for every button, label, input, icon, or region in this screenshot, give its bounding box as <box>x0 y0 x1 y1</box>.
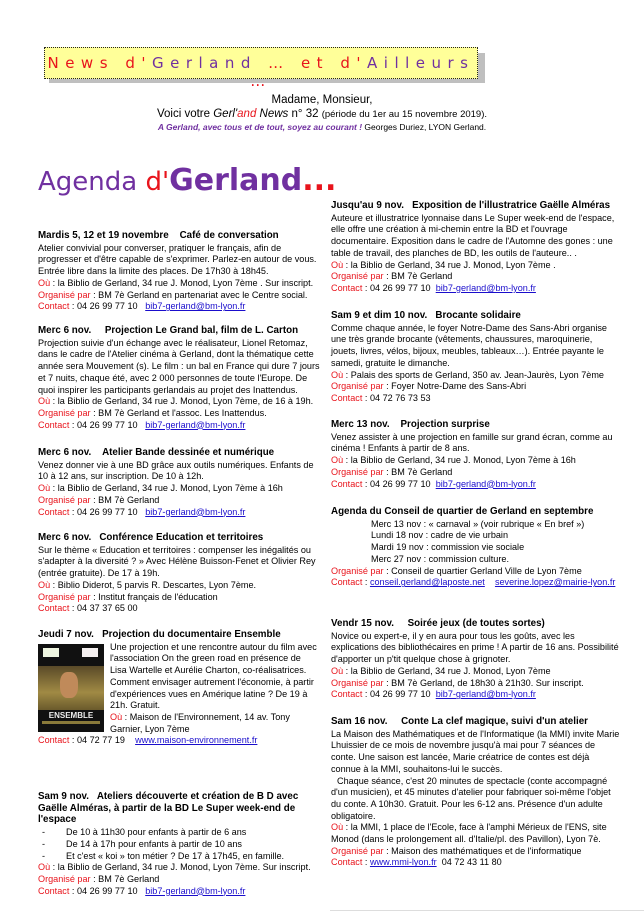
event: Sam 9 et dim 10 nov. Brocante solidaire Comme chaque année, le foyer Notre-Dame des Sans-Abri organise une très grande brocante (vêtements, chaussures, maroquinerie, jouets, livres, vélos, bijoux, meubles, tableaux…). Entrée payante le samedi, gratuite le dimanche. Où : Palais des sports de Gerland, 350 av. Jean-Jaurès, Lyon 7ème Organisé par : Foyer Notre-Dame des Sans-Abri Contact : 04 72 76 73 53 <box>331 310 621 405</box>
event-date: Vendr 15 nov. <box>331 618 394 629</box>
contact-email-link[interactable]: bib7-gerland@bm-lyon.fr <box>145 301 246 312</box>
event-body: Une projection et une rencontre autour du film avec l'association On the green road en présence de Lisa Wartelle et Aurélie Charton, co-réalisatrices. Comment envisager autrement l'économie, à partir d'expériences vues en Amérique latine ? De 19 à 21h. Gratuit. <box>110 641 317 711</box>
contact-phone: 04 26 99 77 10 <box>369 689 431 700</box>
event-where: la Biblio de Gerland, 34 rue J. Monod, Lyon 7ème <box>350 665 551 676</box>
where-label: Où <box>331 369 344 380</box>
event-where: Biblio Diderot, 5 parvis R. Descartes, Lyon 7ème. <box>57 579 257 590</box>
event-heading <box>38 325 320 337</box>
intro-line <box>0 108 644 120</box>
event: Merc 6 nov. Conférence Education et territoires Sur le thème « Education et territoires : compenser les inégalités ou s'adapter à la diversité ? » Avec Hélène Buisson-Fenet et Olivier Rey (entrée gratuite). De 17 à 19h. Où : Biblio Diderot, 5 parvis R. Descartes, Lyon 7ème. Organisé par : Institut français de l'éducation Contact : 04 37 37 65 00 <box>38 532 320 615</box>
agenda-title <box>38 163 336 198</box>
tagline: A Gerland, avec tous et de tout, soyez au courant ! <box>157 122 363 132</box>
event-date: Merc 6 nov. <box>38 447 92 458</box>
event-title: Projection surprise <box>400 419 490 430</box>
event-where: Maison de l'Environnement, 14 av. Tony Garnier, Lyon 7ème <box>110 711 290 734</box>
event-heading <box>331 716 621 728</box>
agenda-dots: ... <box>302 163 337 198</box>
brand-part: and <box>237 108 257 120</box>
event: Vendr 15 nov. Soirée jeux (de toutes sortes) Novice ou expert-e, il y en aura pour tous les goûts, avec les explications des bibliothécaires en prime ! A partir de 16 ans. Possibilité d'apporter un p'tit quelque chose à grignoter. Où : la Biblio de Gerland, 34 rue J. Monod, Lyon 7ème Organisé par : BM 7è Gerland, de 18h30 à 21h30. Sur inscript. Contact : 04 26 99 77 10 bib7-gerland@bm-lyon.fr <box>331 618 621 701</box>
event-body: La Maison des Mathématiques et de l'Informatique (la MMI) invite Marie Lhuissier de ce mois de novembre jusqu'à mai pour 7 séances de conte. Une saison est lancée, Marie créatrice de contes est déjà connue à la MMI, souhaitons-lui le succès. <box>331 728 620 774</box>
event: Agenda du Conseil de quartier de Gerland en septembre Merc 13 nov : « carnaval » (voir rubrique « En bref ») Lundi 18 nov : cadre de vie urbain Mardi 19 nov : commission vie sociale Merc 27 nov : commission culture. Organisé par : Conseil de quartier Gerland Ville de Lyon 7ème Contact : conseil.gerland@laposte.net severine.lopez@mairie-lyon.fr <box>331 506 621 589</box>
event-where: la Biblio de Gerland, 34 rue J. Monod, Lyon 7ème . Sur inscript. <box>57 277 314 288</box>
brand-part: Gerl' <box>213 108 238 120</box>
contact-email-link[interactable]: bib7-gerland@bm-lyon.fr <box>145 885 246 896</box>
event-heading <box>331 310 621 322</box>
event: Sam 9 nov. Ateliers découverte et création de B D avec Gaëlle Alméras, à partir de la BD Le Super week-end de l'espace - De 10 à 11h30 pour enfants à partir de 6 ans - De 14 à 17h pour enfants à partir de 10 ans - Et c'est « koi » ton métier ? De 17 à 17h45, en famille. Où : la Biblio de Gerland, 34 rue J. Monod, Lyon 7ème. Sur inscript. Organisé par : BM 7è Gerland Contact : 04 26 99 77 10 bib7-gerland@bm-lyon.fr <box>38 791 320 897</box>
event-where: Palais des sports de Gerland, 350 av. Jean-Jaurès, Lyon 7ème <box>350 369 604 380</box>
event-title: Conférence Education et territoires <box>99 532 264 543</box>
event-organizer: Conseil de quartier Gerland Ville de Lyon 7ème <box>391 565 582 576</box>
contact-phone: 04 26 99 77 10 <box>76 419 138 430</box>
event-heading <box>38 532 320 544</box>
organizer-label: Organisé par <box>331 565 384 576</box>
event-where: la Biblio de Gerland, 34 rue J. Monod, Lyon 7ème à 16h <box>350 455 576 466</box>
contact-email-link[interactable]: conseil.gerland@laposte.net <box>369 577 485 588</box>
contact-email-link[interactable]: bib7-gerland@bm-lyon.fr <box>435 689 536 700</box>
event: Jeudi 7 nov. Projection du documentaire Ensemble ENSEMBLE Une projection et une rencontre autour du film avec l'association On the green road en présence de Lisa Wartelle et Aurélie Charton, co-réalisatrices. Comment envisager autrement l'économie, à partir d'expériences vues en Amérique latine ? De 19 à 21h. Gratuit. Où : Maison de l'Environnement, 14 av. Tony Garnier, Lyon 7ème Contact : 04 72 77 19 www.maison-environnement.fr <box>38 629 320 747</box>
event-heading <box>38 629 320 641</box>
event-date: Merc 13 nov. <box>331 419 390 430</box>
event-organizer: Foyer Notre-Dame des Sans-Abri <box>391 381 527 392</box>
event-title: Ateliers découverte et création de B D avec Gaëlle Alméras, à partir de la BD Le Super week-end de l'espace <box>38 791 299 826</box>
where-label: Où <box>331 259 344 270</box>
event-where: la Biblio de Gerland, 34 rue J. Monod, Lyon 7ème à 16h <box>57 483 283 494</box>
event: Merc 6 nov. Projection Le Grand bal, film de L. Carton Projection suivie d'un échange avec le réalisateur, Lionel Retomaz, dans le cadre de l'Atelier cinéma à Gerland, dont la thématique cette année sera Mouvement (s). Le film : un bal en France qui dure 7 jours et 7 nuits, chaque été, avec 2 000 personnes de toute l'Europe. De quoi inspirer les participants gerlandais au projet des Inattendus. Où : la Biblio de Gerland, 34 rue J. Monod, Lyon 7ème, de 16 à 19h. Organisé par : BM 7è Gerland et l'assoc. Les Inattendus. Contact : 04 26 99 77 10 bib7-gerland@bm-lyon.fr <box>38 325 320 430</box>
event-title: Projection Le Grand bal, film de L. Carton <box>104 325 299 336</box>
event-where: la Biblio de Gerland, 34 rue J. Monod, Lyon 7ème, de 16 à 19h. <box>57 396 314 407</box>
event-date: Merc 6 nov. <box>38 325 92 336</box>
page-edge-divider <box>330 910 644 911</box>
contact-phone: 04 26 99 77 10 <box>369 478 431 489</box>
contact-website-link[interactable]: www.maison-environnement.fr <box>135 735 258 746</box>
event-organizer: BM 7è Gerland en partenariat avec le Centre social. <box>98 289 308 300</box>
banner-dots: … <box>250 72 272 90</box>
event-title: Conte La clef magique, suivi d'un atelier <box>401 716 588 727</box>
council-item: Merc 13 nov : « carnaval » (voir rubrique « En bref ») <box>371 518 585 529</box>
contact-label: Contact <box>38 419 70 430</box>
where-label: Où <box>331 665 344 676</box>
where-label: Où <box>38 277 51 288</box>
event-body: Chaque séance, c'est 20 minutes de spectacle (conte accompagné d'un musicien), et 45 minutes d'atelier pour fabriquer soi-même l'objet du conte. A 10h30. Gratuit. Pour les 6-12 ans. Présence d'un adulte obligatoire. <box>331 775 611 821</box>
council-item: Lundi 18 nov : cadre de vie urbain <box>371 530 509 541</box>
bullet-text: De 10 à 11h30 pour enfants à partir de 6 ans <box>66 827 247 838</box>
event-date: Sam 16 nov. <box>331 716 388 727</box>
banner-ailleurs: Ailleurs <box>367 54 475 72</box>
event-body: Auteure et illustratrice lyonnaise dans Le Super week-end de l'espace, elle offre une création à mi-chemin entre la BD et l'ouvrage documentaire. Exposition dans le cadre de l'Automne des gones : une table de travail, des planches de BD, les outils de l'auteure.. . <box>331 212 615 258</box>
event-body: Atelier convivial pour converser, pratiquer le français, afin de progresser et d'être capable de s'exprimer. Parlez-en autour de vous. Entrée libre dans la limite des places. De 17h30 à 18h45. <box>38 242 317 277</box>
organizer-label: Organisé par <box>38 591 91 602</box>
event-body: Projection suivie d'un échange avec le réalisateur, Lionel Retomaz, dans le cadre de l'Atelier cinéma à Gerland, dont la thématique cette année sera Mouvement (s). Le film : un bal en France qui dure 7 jours et 7 nuits, chaque été, avec 2 000 personnes de toute l'Europe. De quoi inspirer les participants gerlandais au projet des Inattendus. <box>38 337 320 395</box>
organizer-label: Organisé par <box>38 494 91 505</box>
event-organizer: Institut français de l'éducation <box>98 591 218 602</box>
event-where: la Biblio de Gerland, 34 rue J. Monod, Lyon 7ème . <box>350 259 556 270</box>
banner-d1: d' <box>125 54 152 72</box>
contact-email-link[interactable]: bib7-gerland@bm-lyon.fr <box>145 506 246 517</box>
contact-label: Contact <box>331 689 363 700</box>
banner-gerland: Gerland <box>151 54 257 72</box>
contact-phone: 04 26 99 77 10 <box>76 506 138 517</box>
bullet-item: - Et c'est « koi » ton métier ? De 17 à 17h45, en famille. <box>42 850 285 861</box>
event-title: Atelier Bande dessinée et numérique <box>102 447 275 458</box>
ensemble-poster-image <box>38 644 104 732</box>
banner-news: News <box>47 54 115 72</box>
organizer-label: Organisé par <box>331 271 384 282</box>
event-body: Novice ou expert-e, il y en aura pour tous les goûts, avec les explications des bibliothécaires en prime ! A partir de 16 ans. Possibilité d'apporter un p'tit quelque chose à grignoter. <box>331 630 619 665</box>
contact-label: Contact <box>38 735 70 746</box>
where-label: Où <box>331 822 344 833</box>
event-heading <box>331 200 621 212</box>
contact-label: Contact <box>38 301 70 312</box>
event-organizer: BM 7è Gerland <box>391 271 453 282</box>
event-body: Sur le thème « Education et territoires : compenser les inégalités ou s'adapter à la diversité ? » Avec Hélène Buisson-Fenet et Olivier Rey (entrée gratuite). De 17 à 19h. <box>38 544 316 579</box>
where-label: Où <box>38 396 51 407</box>
event-title: Exposition de l'illustratrice Gaëlle Alméras <box>412 200 611 211</box>
event-heading <box>331 419 621 431</box>
bullet-item: - De 10 à 11h30 pour enfants à partir de 6 ans <box>42 827 247 838</box>
where-label: Où <box>38 483 51 494</box>
event-where: la Biblio de Gerland, 34 rue J. Monod, Lyon 7ème. Sur inscript. <box>57 862 311 873</box>
bullet-text: Et c'est « koi » ton métier ? De 17 à 17h45, en famille. <box>66 850 285 861</box>
contact-email-link[interactable]: bib7-gerland@bm-lyon.fr <box>435 282 536 293</box>
event-title: Café de conversation <box>179 230 279 241</box>
contact-label: Contact <box>331 392 363 403</box>
event-body: Venez assister à une projection en famille sur grand écran, comme au cinéma ! Enfants à partir de 8 ans. <box>331 431 613 454</box>
contact-label: Contact <box>331 577 363 588</box>
event-date: Sam 9 nov. <box>38 791 89 802</box>
event-organizer: BM 7è Gerland <box>98 873 160 884</box>
organizer-label: Organisé par <box>331 466 384 477</box>
newsletter-banner <box>44 47 478 90</box>
council-item: Merc 27 nov : commission culture. <box>371 553 509 564</box>
organizer-label: Organisé par <box>38 873 91 884</box>
where-label: Où <box>110 711 123 722</box>
event-organizer: BM 7è Gerland et l'assoc. Les Inattendus. <box>98 407 267 418</box>
event-date: Jusqu'au 9 nov. <box>331 200 404 211</box>
event-title: Projection du documentaire Ensemble <box>102 629 281 640</box>
event-date: Jeudi 7 nov. <box>38 629 94 640</box>
salutation: Madame, Monsieur, <box>271 94 373 106</box>
event-heading <box>38 230 320 242</box>
event-heading <box>331 618 621 630</box>
contact-phone: 04 72 77 19 <box>76 735 125 746</box>
event-date: Sam 9 et dim 10 nov. <box>331 310 428 321</box>
contact-phone: 04 26 99 77 10 <box>369 282 431 293</box>
contact-label: Contact <box>38 506 70 517</box>
contact-label: Contact <box>38 603 70 614</box>
bullet-text: De 14 à 17h pour enfants à partir de 10 ans <box>66 838 242 849</box>
event: Merc 13 nov. Projection surprise Venez assister à une projection en famille sur grand écran, comme au cinéma ! Enfants à partir de 8 ans. Où : la Biblio de Gerland, 34 rue J. Monod, Lyon 7ème à 16h Organisé par : BM 7è Gerland Contact : 04 26 99 77 10 bib7-gerland@bm-lyon.fr <box>331 419 621 490</box>
event-date: Merc 6 nov. <box>38 532 92 543</box>
contact-phone: 04 37 37 65 00 <box>76 603 138 614</box>
agenda-d: d' <box>145 167 170 197</box>
organizer-label: Organisé par <box>331 845 384 856</box>
intro-prefix: Voici votre <box>156 108 211 120</box>
banner-title <box>45 54 477 90</box>
agenda-gerland: Gerland <box>169 163 303 198</box>
contact-label: Contact <box>38 885 70 896</box>
event: Merc 6 nov. Atelier Bande dessinée et numérique Venez donner vie à une BD grâce aux outils numériques. Enfants de 10 à 12 ans, sur inscription. De 10 à 12h. Où : la Biblio de Gerland, 34 rue J. Monod, Lyon 7ème à 16h Organisé par : BM 7è Gerland Contact : 04 26 99 77 10 bib7-gerland@bm-lyon.fr <box>38 447 320 518</box>
contact-label: Contact <box>331 857 363 868</box>
event-heading <box>38 447 320 459</box>
bullet-item: - De 14 à 17h pour enfants à partir de 10 ans <box>42 838 242 849</box>
where-label: Où <box>331 455 344 466</box>
organizer-label: Organisé par <box>38 407 91 418</box>
event: Sam 16 nov. Conte La clef magique, suivi d'un atelier La Maison des Mathématiques et de l'Informatique (la MMI) invite Marie Lhuissier de ce mois de novembre jusqu'à mai pour 7 séances de conte. Une saison est lancée, Marie créatrice de contes est déjà connue à la MMI, souhaitons-lui le succès. Chaque séance, c'est 20 minutes de spectacle (conte accompagné d'un musicien), et 45 minutes d'atelier pour fabriquer soi-même l'objet du conte. A 10h30. Gratuit. Pour les 6-12 ans. Présence d'un adulte obligatoire. Où : la MMI, 1 place de l'Ecole, face à l'amphi Mérieux de l'ENS, site Monod (dans le prolongement all. d'Italie/pl. des Pavillon), Lyon 7è. Organisé par : Maison des mathématiques et de l'informatique Contact : www.mmi-lyon.fr 04 72 43 11 80 <box>331 716 620 868</box>
event-organizer: BM 7è Gerland <box>391 466 453 477</box>
event-title: Agenda du Conseil de quartier de Gerland en septembre <box>331 506 594 517</box>
event-organizer: BM 7è Gerland, de 18h30 à 21h30. Sur inscript. <box>391 677 584 688</box>
event-heading <box>331 506 621 518</box>
contact-phone: 04 26 99 77 10 <box>76 885 138 896</box>
contact-phone: 04 26 99 77 10 <box>76 301 138 312</box>
banner-dots: … <box>268 54 290 72</box>
agenda-word: Agenda <box>38 167 138 197</box>
contact-email-link[interactable]: bib7-gerland@bm-lyon.fr <box>145 419 246 430</box>
period: (période du 1er au 15 novembre 2019). <box>321 109 488 120</box>
tagline-line <box>0 122 644 132</box>
event-date: Mardis 5, 12 et 19 novembre <box>38 230 169 241</box>
event-heading <box>38 791 320 826</box>
where-label: Où <box>38 862 51 873</box>
event: Jusqu'au 9 nov. Exposition de l'illustratrice Gaëlle Alméras Auteure et illustratrice lyonnaise dans Le Super week-end de l'espace, elle offre une création à mi-chemin entre la BD et l'ouvrage documentaire. Exposition dans le cadre de l'Automne des gones : une table de travail, des planches de BD, les outils de l'auteure.. . Où : la Biblio de Gerland, 34 rue J. Monod, Lyon 7ème . Organisé par : BM 7è Gerland Contact : 04 26 99 77 10 bib7-gerland@bm-lyon.fr <box>331 200 621 295</box>
organizer-label: Organisé par <box>331 381 384 392</box>
contact-phone: 04 72 76 73 53 <box>369 392 431 403</box>
contact-label: Contact <box>331 282 363 293</box>
issue-number: n° 32 <box>291 108 319 120</box>
contact-phone: 04 72 43 11 80 <box>441 857 502 868</box>
poster-title: ENSEMBLE <box>48 710 94 720</box>
where-label: Où <box>38 579 51 590</box>
banner-et: et <box>300 54 330 72</box>
contact-email-link[interactable]: severine.lopez@mairie-lyon.fr <box>494 577 616 588</box>
organizer-label: Organisé par <box>38 289 91 300</box>
event-where: la MMI, 1 place de l'Ecole, face à l'amphi Mérieux de l'ENS, site Monod (dans le prolongement all. d'Italie/pl. des Pavillon), Lyon 7è. <box>331 822 607 845</box>
event-body: Comme chaque année, le foyer Notre-Dame des Sans-Abri organise une très grande brocante (vêtements, chaussures, maroquinerie, jouets, livres, vélos, bijoux, meubles, tableaux…). Entrée payante le samedi, gratuite le dimanche. <box>331 322 607 368</box>
event-organizer: Maison des mathématiques et de l'informatique <box>391 845 582 856</box>
contact-email-link[interactable]: bib7-gerland@bm-lyon.fr <box>435 478 536 489</box>
contact-website-link[interactable]: www.mmi-lyon.fr <box>369 857 437 868</box>
organizer-label: Organisé par <box>331 677 384 688</box>
author: Georges Duriez, LYON Gerland. <box>364 122 487 132</box>
event-title: Brocante solidaire <box>435 310 521 321</box>
event: Mardis 5, 12 et 19 novembre Café de conversation Atelier convivial pour converser, pratiquer le français, afin de progresser et d'être capable de s'exprimer. Parlez-en autour de vous. Entrée libre dans la limite des places. De 17h30 à 18h45. Où : la Biblio de Gerland, 34 rue J. Monod, Lyon 7ème . Sur inscript. Organisé par : BM 7è Gerland en partenariat avec le Centre social. Contact : 04 26 99 77 10 bib7-gerland@bm-lyon.fr <box>38 230 320 313</box>
council-item: Mardi 19 nov : commission vie sociale <box>371 542 525 553</box>
event-body: Venez donner vie à une BD grâce aux outils numériques. Enfants de 10 à 12 ans, sur inscription. De 10 à 12h. <box>38 459 314 482</box>
contact-label: Contact <box>331 478 363 489</box>
event-organizer: BM 7è Gerland <box>98 494 160 505</box>
brand-part: News <box>259 108 289 120</box>
event-title: Soirée jeux (de toutes sortes) <box>407 618 545 629</box>
banner-d2: d' <box>340 54 368 72</box>
